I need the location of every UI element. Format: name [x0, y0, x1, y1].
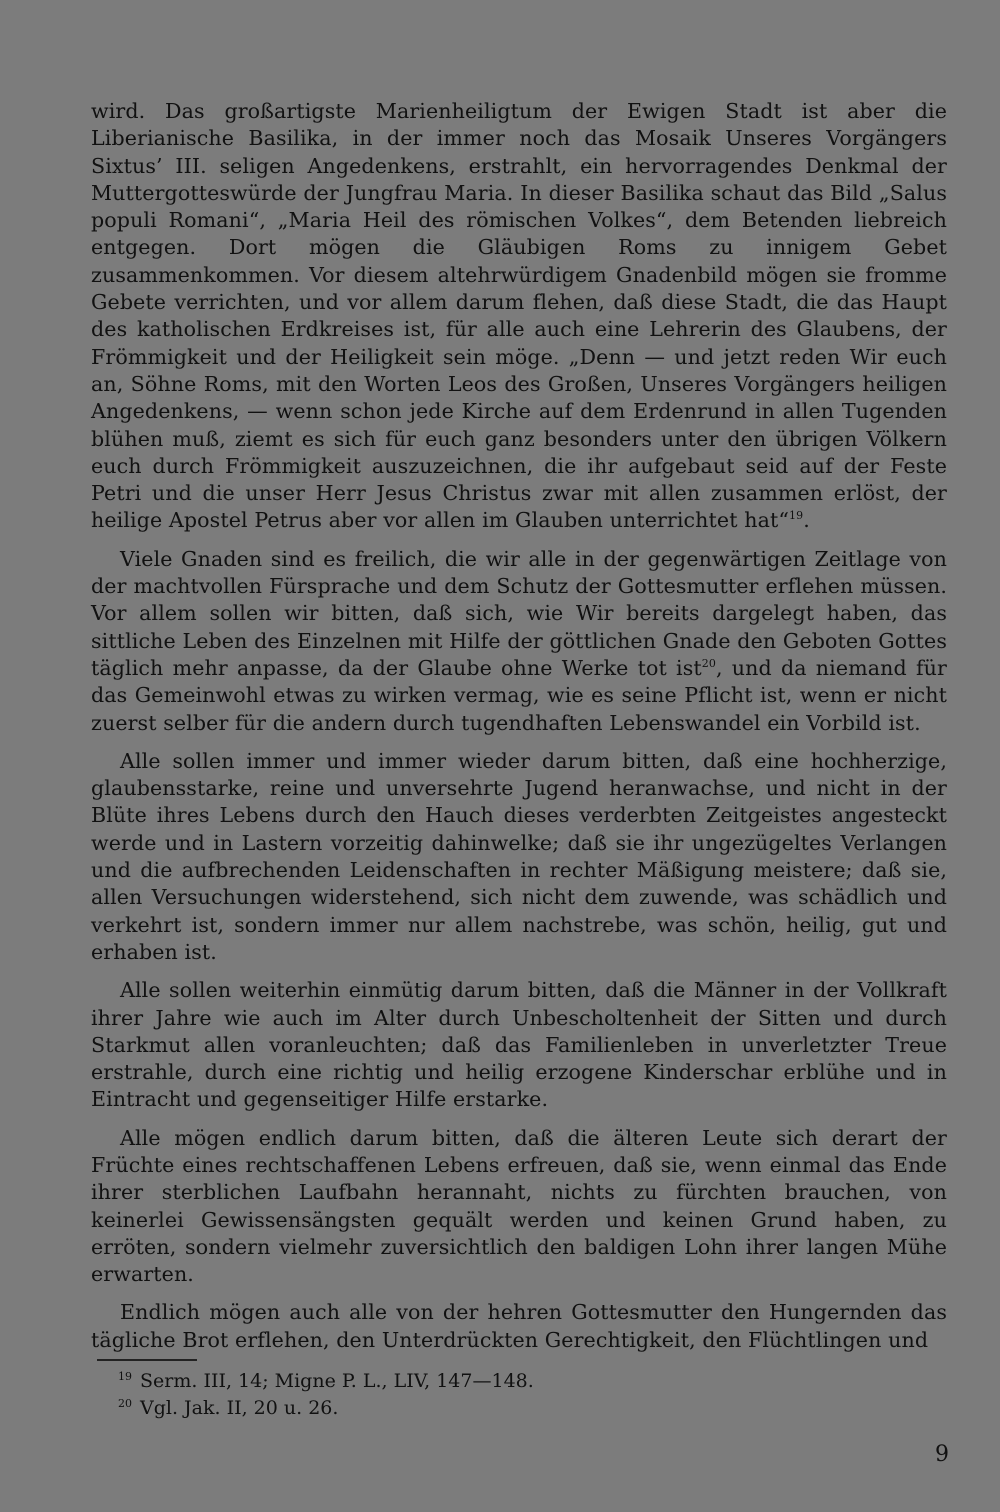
footnote-20: $^{20}$ Vgl. Jak. II, 20 u. 26. [118, 1397, 339, 1419]
footnote-divider [97, 1359, 197, 1361]
footnote-ref-20: 20 [701, 656, 716, 670]
footnote-19: $^{19}$ Serm. III, 14; Migne P. L., LIV, 147—148. [118, 1370, 534, 1392]
body-text [91, 98, 947, 1365]
paragraph-2: Viele Gnaden sind es freilich, die wir alle in der gegenwärtigen Zeitlage von der machtvollen Fürsprache und dem Schutz der Gottesmutter erflehen müssen. Vor allem sollen wir bitten, daß sich, wie Wir bereits dargelegt haben, das sittliche Leben des Einzelnen mit Hilfe der göttlichen Gnade den Geboten Gottes täglich mehr anpasse, da der Glaube ohne Werke tot ist$^{20}$, und da niemand für das Gemeinwohl etwas zu wirken vermag, wie es seine Pflicht ist, wenn er nicht zuerst selber für die andern durch tugendhaften Lebenswandel ein Vorbild ist. [91, 546, 947, 735]
paragraph-4: Alle sollen weiterhin einmütig darum bitten, daß die Männer in der Vollkraft ihrer Jahre wie auch im Alter durch Unbescholtenheit der Sitten und durch Starkmut allen voranleuchten; daß das Familienleben in unverletzter Treue erstrahle, durch eine richtig und heilig erzogene Kinderschar erblühe und in Eintracht und gegenseitiger Hilfe erstarke. [91, 978, 947, 1112]
paragraph-3: Alle sollen immer und immer wieder darum bitten, daß eine hochherzige, glaubensstarke, reine und unversehrte Jugend heranwachse, und nicht in der Blüte ihres Lebens durch den Hauch dieses verderbten Zeitgeistes angesteckt werde und in Lastern vorzeitig dahinwelke; daß sie ihr ungezügeltes Verlangen und die aufbrechenden Leidenschaften in rechter Mäßigung meistere; daß sie, allen Versuchungen widerstehend, sich nicht dem zuwende, was schädlich und verkehrt ist, sondern immer nur allem nachstrebe, was schön, heilig, gut und erhaben ist. [91, 748, 947, 964]
footnote-ref-19: 19 [788, 509, 804, 523]
footnotes [118, 1368, 534, 1422]
paragraph-6: Endlich mögen auch alle von der hehren Gottesmutter den Hungernden das tägliche Brot erflehen, den Unterdrückten Gerechtigkeit, den Flüchtlingen und [91, 1300, 947, 1352]
paragraph-1: wird. Das großartigste Marienheiligtum der Ewigen Stadt ist aber die Liberianische Basilika, in der immer noch das Mosaik Unseres Vorgängers Sixtus’ III. seligen Angedenkens, erstrahlt, ein hervorragendes Denkmal der Muttergotteswürde der Jungfrau Maria. In dieser Basilika schaut das Bild „Salus populi Romani“, „Maria Heil des römischen Volkes“, dem Betenden liebreich entgegen. Dort mögen die Gläubigen Roms zu innigem Gebet zusammenkommen. Vor diesem altehrwürdigem Gnadenbild mögen sie fromme Gebete verrichten, und vor allem darum flehen, daß diese Stadt, die das Haupt des katholischen Erdkreises ist, für alle auch eine Lehrerin des Glaubens, der Frömmigkeit und der Heiligkeit sein möge. „Denn — und jetzt reden Wir euch an, Söhne Roms, mit den Worten Leos des Großen, Unseres Vorgängers heiligen Angedenkens, — wenn schon jede Kirche auf dem Erdenrund in allen Tugenden blühen muß, ziemt es sich für euch ganz besonders unter den übrigen Völkern euch durch Frömmigkeit auszuzeichnen, die ihr aufgebaut seid auf der Feste Petri und die unser Herr Jesus Christus zwar mit allen zusammen erlöst, der heilige Apostel Petrus aber vor allen im Glauben unterrichtet hat“$^{19}$. [91, 99, 947, 533]
page-number: 9 [935, 1442, 949, 1467]
paragraph-5: Alle mögen endlich darum bitten, daß die älteren Leute sich derart der Früchte eines rechtschaffenen Lebens erfreuen, daß sie, wenn einmal das Ende ihrer sterblichen Laufbahn herannaht, nichts zu fürchten brauchen, von keinerlei Gewissensängsten gequält werden und keinen Grund haben, zu erröten, sondern vielmehr zuversichtlich den baldigen Lohn ihrer langen Mühe erwarten. [91, 1125, 947, 1287]
